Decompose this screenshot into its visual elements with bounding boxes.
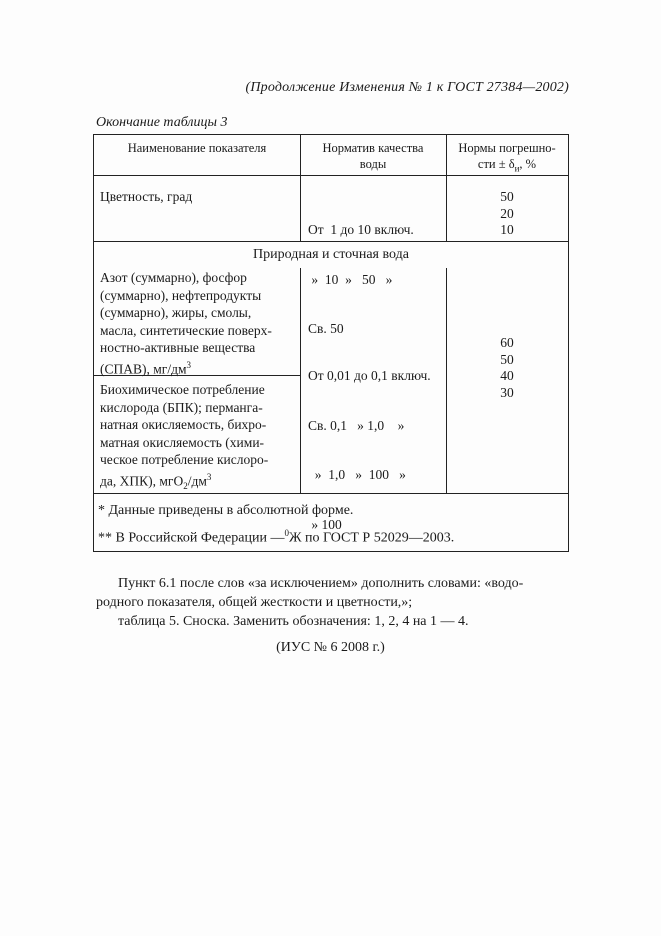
- group2-unit-sub: 2: [183, 480, 188, 491]
- amendment-line-3: таблица 5. Сноска. Заменить обозначения: 1, 2, 4 на 1 — 4.: [118, 614, 469, 629]
- col-header-error-suffix: , %: [519, 157, 537, 171]
- footnote-1: * Данные приведены в абсолютной форме.: [98, 503, 354, 518]
- row-color-error-3: 10: [500, 222, 514, 237]
- amendment-paragraph: [96, 574, 570, 631]
- col-header-error-text: сти ± δ: [477, 157, 515, 171]
- row-color-error-1: 50: [500, 189, 514, 204]
- footnote-2-post: Ж по ГОСТ Р 52029—2003.: [288, 530, 455, 546]
- footnote-2-pre: ** В Российской Федерации —: [98, 530, 285, 546]
- group2-line-1: Биохимическое потребление: [100, 382, 265, 397]
- row-group2-name: [100, 381, 296, 495]
- group2-line-3: натная окисляемость, бихро-: [100, 417, 267, 432]
- row-color-errors: [446, 189, 568, 239]
- group2-line-4: матная окисляемость (хими-: [100, 434, 265, 450]
- shared-error-3: 40: [500, 368, 514, 383]
- row-color-name: Цветность, град: [100, 189, 193, 204]
- group2-unit-mid: /дм: [187, 473, 207, 488]
- group1-line-2: (суммарно), нефтепродукты: [100, 287, 262, 303]
- row-color-norm-3: Св. 50: [308, 321, 344, 336]
- shared-norm-4: » 100: [308, 516, 342, 532]
- group2-unit-sup: 3: [206, 471, 212, 482]
- shared-error-1: 60: [500, 335, 514, 350]
- group2-unit-pre: да, ХПК), мгО: [100, 473, 184, 488]
- col-divider-1b: [300, 268, 301, 493]
- col-header-name: Наименование показателя: [127, 141, 267, 155]
- shared-norm-2: Св. 0,1 » 1,0 »: [308, 417, 405, 433]
- shared-error-4: 30: [500, 384, 514, 400]
- shared-norm-3: » 1,0 » 100 »: [308, 467, 406, 482]
- group1-unit: (СПАВ), мг/дм: [100, 361, 187, 376]
- group1-line-6: [100, 357, 296, 378]
- section-title: Природная и сточная вода: [253, 247, 409, 262]
- col-header-norm: [300, 140, 446, 172]
- shared-errors: [446, 335, 568, 401]
- table-caption: Окончание таблицы 3: [96, 115, 228, 130]
- footnote-2: [98, 525, 454, 547]
- col-header-error-line2: [446, 156, 568, 177]
- amendment-line-2: родного показателя, общей жесткости и цветности,»;: [96, 595, 413, 610]
- continuation-header: (Продолжение Изменения № 1 к ГОСТ 27384—2002): [245, 80, 569, 95]
- shared-error-2: 50: [500, 351, 514, 367]
- footnote-2-sup: 0: [284, 528, 289, 538]
- row-color-error-2: 20: [500, 205, 514, 221]
- data-table: [93, 134, 569, 552]
- group1-line-3: (суммарно), жиры, смолы,: [100, 305, 252, 320]
- group1-line-5: ностно-активные вещества: [100, 340, 256, 355]
- col-header-error: [446, 140, 568, 177]
- row-color-norm-1: От 1 до 10 включ.: [308, 222, 414, 237]
- group2-line-6: [100, 469, 296, 496]
- col-header-norm-line2: воды: [359, 157, 387, 171]
- group2-line-2: кислорода (БПК); перманга-: [100, 399, 263, 415]
- col-header-error-line1: Нормы погрешно-: [458, 141, 556, 155]
- source-reference: (ИУС № 6 2008 г.): [276, 640, 385, 655]
- group1-line-4: масла, синтетические поверх-: [100, 322, 272, 338]
- group1-unit-sup: 3: [186, 359, 191, 370]
- shared-norm-1: От 0,01 до 0,1 включ.: [308, 368, 431, 383]
- row-group1-name: [100, 269, 296, 378]
- amendment-line-1: Пункт 6.1 после слов «за исключением» дополнить словами: «водо-: [118, 576, 524, 591]
- group2-line-5: ческое потребление кислоро-: [100, 452, 269, 467]
- col-header-error-sub: и: [514, 163, 520, 174]
- col-header-norm-line1: Норматив качества: [322, 141, 424, 155]
- group1-line-1: Азот (суммарно), фосфор: [100, 270, 247, 285]
- row-color-norm-2: » 10 » 50 »: [308, 271, 393, 287]
